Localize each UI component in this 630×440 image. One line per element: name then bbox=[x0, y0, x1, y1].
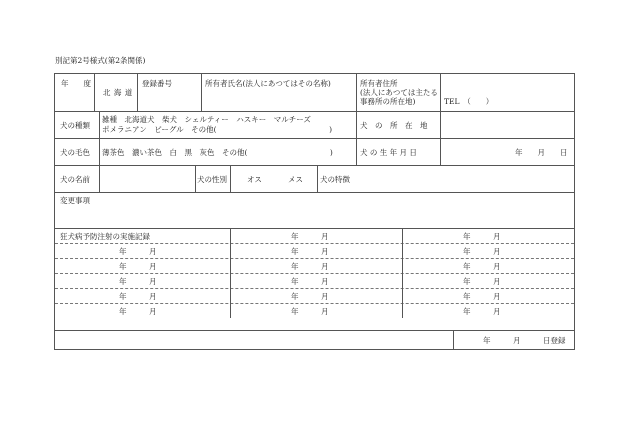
sex-male-option: オス bbox=[247, 175, 262, 184]
col-divider bbox=[94, 74, 95, 111]
col-divider bbox=[356, 74, 357, 165]
rabies-record-title: 狂犬病予防注射の実施記録 bbox=[60, 232, 150, 241]
coat-color-options: 薄茶色 濃い茶色 白 黒 灰色 その他( ) bbox=[102, 148, 333, 157]
year-label: 年 度 bbox=[61, 79, 91, 88]
col-divider bbox=[195, 165, 196, 192]
rabies-record-date: 年 月 bbox=[291, 307, 329, 316]
birth-date-label: 犬 の 生 年 月 日 bbox=[360, 148, 417, 157]
col-divider bbox=[201, 74, 202, 111]
rabies-record-date: 年 月 bbox=[463, 262, 501, 271]
dog-name-label: 犬の名前 bbox=[60, 175, 90, 184]
owner-address-note: (法人にあつては主たる事務所の所在地) bbox=[360, 88, 438, 106]
row-divider bbox=[55, 111, 574, 112]
row-divider bbox=[55, 192, 574, 193]
owner-address-label: 所有者住所 bbox=[360, 79, 398, 88]
dog-registration-form bbox=[54, 73, 575, 350]
rabies-record-date: 年 月 bbox=[119, 307, 157, 316]
row-divider bbox=[55, 138, 574, 139]
rabies-record-date: 年 月 bbox=[463, 277, 501, 286]
dog-features-label: 犬の特徴 bbox=[320, 175, 350, 184]
row-divider bbox=[55, 330, 574, 331]
rabies-record-date: 年 月 bbox=[119, 262, 157, 271]
rabies-row-divider bbox=[55, 303, 574, 304]
rabies-record-date: 年 月 bbox=[291, 247, 329, 256]
col-divider bbox=[317, 165, 318, 192]
rabies-row-divider bbox=[55, 243, 574, 244]
col-divider bbox=[137, 74, 138, 111]
rabies-record-date: 年 月 bbox=[291, 277, 329, 286]
rabies-row-divider bbox=[55, 288, 574, 289]
birth-date-value: 年 月 日 bbox=[515, 148, 568, 157]
rabies-record-date: 年 月 bbox=[463, 292, 501, 301]
rabies-record-date: 年 月 bbox=[119, 292, 157, 301]
rabies-record-date: 年 月 bbox=[463, 307, 501, 316]
form-caption: 別記第2号様式(第2条関係) bbox=[55, 56, 146, 65]
rabies-record-date: 年 月 bbox=[291, 262, 329, 271]
prefecture-label: 北 海 道 bbox=[103, 88, 133, 97]
owner-name-label: 所有者氏名(法人にあつてはその名称) bbox=[205, 79, 331, 88]
rabies-record-date: 年 月 bbox=[291, 232, 329, 241]
breed-label: 犬の種類 bbox=[60, 121, 90, 130]
col-divider bbox=[440, 111, 441, 165]
rabies-record-date: 年 月 bbox=[119, 247, 157, 256]
rabies-record-date: 年 月 bbox=[463, 247, 501, 256]
rabies-record-date: 年 月 bbox=[291, 292, 329, 301]
rabies-row-divider bbox=[55, 258, 574, 259]
rabies-record-date: 年 月 bbox=[463, 232, 501, 241]
tel-label: TEL （ ） bbox=[444, 97, 494, 106]
col-divider bbox=[99, 111, 100, 192]
col-divider bbox=[402, 228, 403, 318]
registration-number-label: 登録番号 bbox=[142, 79, 172, 88]
coat-color-label: 犬の毛色 bbox=[60, 148, 90, 157]
col-divider bbox=[453, 330, 454, 349]
changes-label: 変更事項 bbox=[60, 196, 90, 205]
col-divider bbox=[230, 228, 231, 318]
dog-sex-label: 犬の性別 bbox=[197, 175, 227, 184]
rabies-row-divider bbox=[55, 273, 574, 274]
row-divider bbox=[55, 228, 574, 229]
dog-location-label: 犬 の 所 在 地 bbox=[360, 121, 428, 130]
col-divider bbox=[230, 165, 231, 192]
sex-female-option: メス bbox=[288, 175, 303, 184]
col-divider bbox=[440, 74, 441, 111]
breed-options-line1: 雑種 北海道犬 柴犬 シェルティー ハスキー マルチーズ bbox=[102, 115, 311, 124]
breed-options-line2: ポメラニアン ビーグル その他( ) bbox=[102, 125, 333, 134]
rabies-record-date: 年 月 bbox=[119, 277, 157, 286]
registration-date: 年 月 日登録 bbox=[483, 336, 566, 345]
row-divider bbox=[55, 165, 574, 166]
